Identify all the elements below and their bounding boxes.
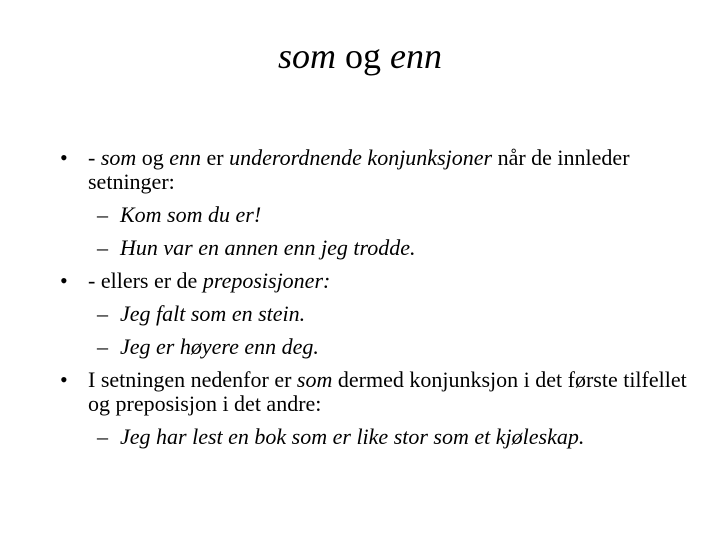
bullet-item-3 (60, 368, 700, 416)
bullet-text-1 (88, 145, 630, 194)
title-word-og: og (336, 36, 391, 76)
sub-item-text: Kom som du er! (120, 202, 262, 227)
bullet-text-2 (88, 268, 330, 293)
text-run-italic: underordnende konjunksjoner (229, 145, 493, 170)
text-run: er (201, 145, 230, 170)
title-word-enn: enn (390, 36, 442, 76)
sub-item-text: Hun var en annen enn jeg trodde. (120, 235, 416, 260)
text-run-italic: preposisjoner: (202, 268, 331, 293)
bullet-marker: • (60, 268, 68, 293)
sub-item-3-1 (60, 425, 700, 449)
title-word-som: som (278, 36, 337, 76)
text-run-italic: enn (169, 145, 202, 170)
text-run-italic: som (100, 145, 137, 170)
text-run: når de innleder setninger: (88, 145, 630, 194)
bullet-item-1 (60, 146, 700, 194)
text-run: og (136, 145, 170, 170)
sub-item-text: Jeg falt som en stein. (120, 301, 306, 326)
bullet-marker: • (60, 367, 68, 392)
sub-marker: – (97, 202, 108, 227)
sub-item-2-2 (60, 335, 700, 359)
sub-item-2-1 (60, 302, 700, 326)
text-run: I setningen nedenfor er (88, 367, 297, 392)
bullet-marker: • (60, 145, 68, 170)
sub-marker: – (97, 301, 108, 326)
sub-item-text: Jeg har lest en bok som er like stor som et kjøleskap. (120, 424, 585, 449)
sub-marker: – (97, 235, 108, 260)
sub-item-1-1 (60, 203, 700, 227)
text-run-italic: som (296, 367, 333, 392)
bullet-text-3 (88, 367, 687, 416)
slide-body (60, 146, 700, 449)
bullet-item-2 (60, 269, 700, 293)
text-run: dermed konjunksjon i det første tilfellet og preposisjon i det andre: (88, 367, 687, 416)
sub-marker: – (97, 424, 108, 449)
slide-title (0, 36, 720, 76)
sub-item-1-2 (60, 236, 700, 260)
text-run: - ellers er de (88, 268, 203, 293)
sub-marker: – (97, 334, 108, 359)
text-run: - (88, 145, 101, 170)
sub-item-text: Jeg er høyere enn deg. (120, 334, 319, 359)
